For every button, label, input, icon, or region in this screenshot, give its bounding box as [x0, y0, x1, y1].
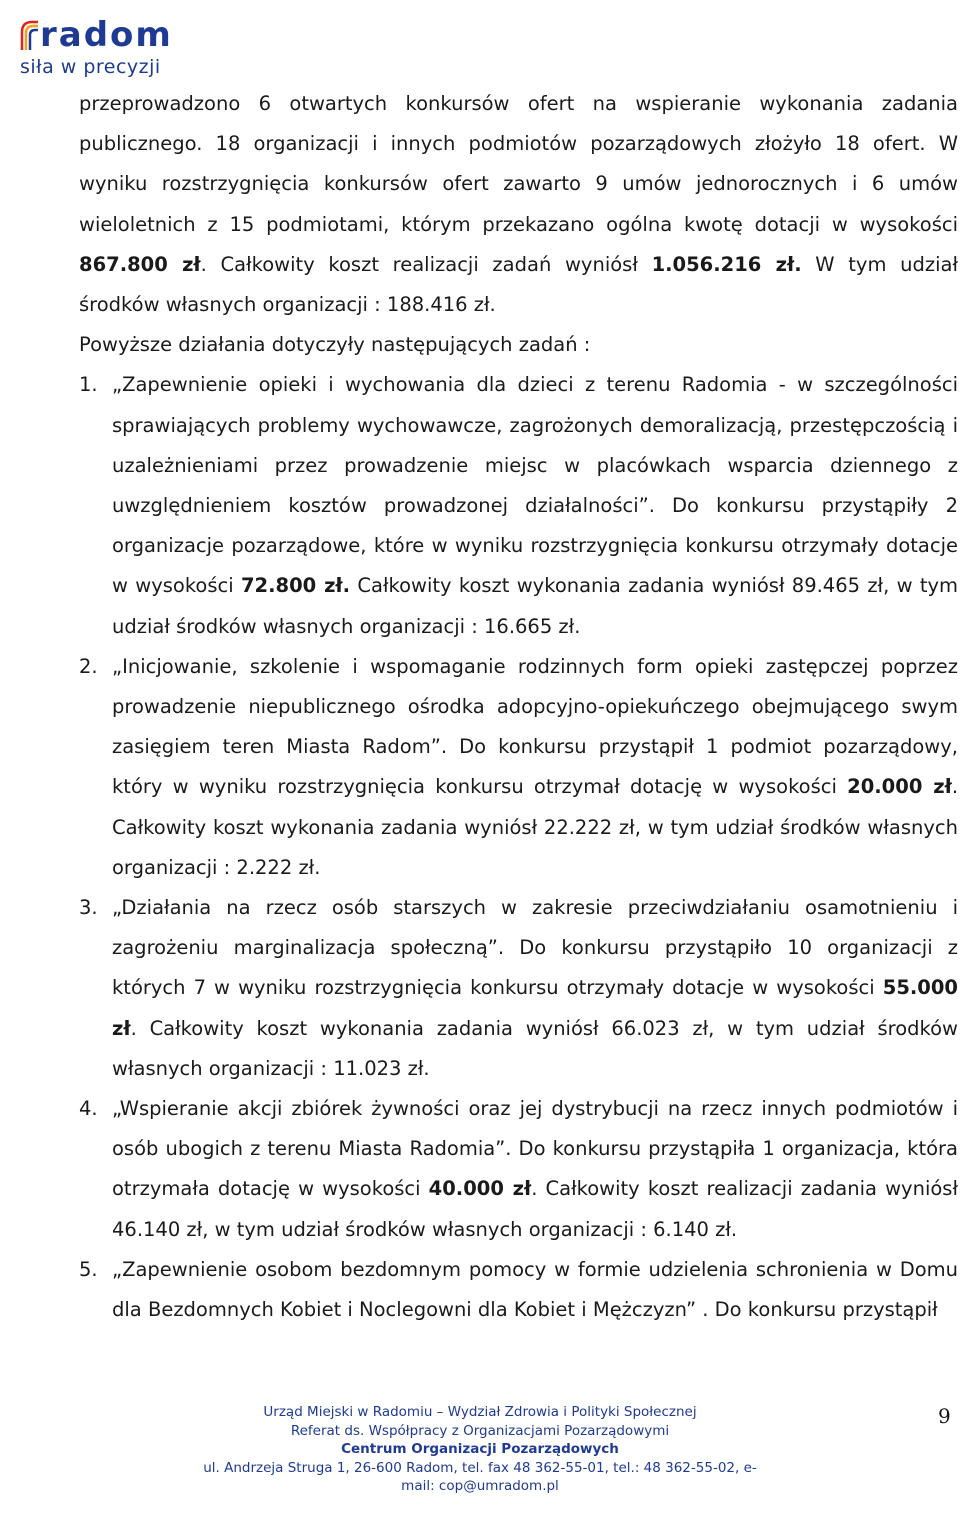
item-amount: 72.800 zł.: [240, 574, 351, 598]
document-body: [79, 84, 958, 1330]
intro-amount-1: 867.800 zł: [79, 252, 201, 276]
item-text: [112, 1089, 958, 1250]
item-post: . Całkowity koszt realizacji zadania wyniósł 46.140 zł, w tym udział środków własnych organizacji : 6.140 zł.: [112, 1177, 958, 1241]
list-item: [79, 1250, 958, 1330]
item-text: [112, 365, 958, 646]
item-post: . Całkowity koszt wykonania zadania wyniósł 66.023 zł, w tym udział środków własnych organizacji : 11.023 zł.: [112, 1016, 958, 1080]
item-number: 1.: [79, 373, 98, 397]
logo-word: radom: [40, 15, 173, 55]
item-pre: „Inicjowanie, szkolenie i wspomaganie rodzinnych form opieki zastępczej poprzez prowadzenie niepublicznego ośrodka adopcyjno-opiekuńczego obejmującego swym zasięgiem teren Miasta Radom”. Do konkursu przystąpił 1 podmiot pozarządowy, który w wyniku rozstrzygnięcia konkursu otrzymał dotację w wysokości: [112, 654, 958, 799]
intro-text-3: W tym udział środków własnych organizacji : 188.416 zł.: [79, 252, 958, 317]
footer-line-4: ul. Andrzeja Struga 1, 26-600 Radom, tel. fax 48 362-55-01, tel.: 48 362-55-02, e-mail: cop@umradom.pl: [203, 1459, 757, 1494]
item-pre: „Wspieranie akcji zbiórek żywności oraz jej dystrybucji na rzecz innych podmiotów i osób ubogich z terenu Miasta Radomia”. Do konkursu przystąpiła 1 organizacja, która otrzymała dotację w wysokości: [112, 1097, 958, 1201]
item-number: 4.: [79, 1097, 98, 1121]
list-item: [79, 647, 958, 888]
footer-line-3: Centrum Organizacji Pozarządowych: [341, 1441, 619, 1457]
item-pre: „Zapewnienie osobom bezdomnym pomocy w formie udzielenia schronienia w Domu dla Bezdomnych Kobiet i Noclegowni dla Kobiet i Mężczyzn” . Do konkursu przystąpił: [112, 1257, 958, 1322]
footer-line-1: Urząd Miejski w Radomiu – Wydział Zdrowia i Polityki Społecznej: [263, 1404, 697, 1420]
logo-tagline: siła w precyzji: [20, 56, 161, 78]
page-footer: [200, 1403, 760, 1496]
item-number: 5.: [79, 1257, 98, 1281]
list-item: [79, 1089, 958, 1250]
item-number: 2.: [79, 654, 98, 678]
item-pre: „Zapewnienie opieki i wychowania dla dzieci z terenu Radomia - w szczególności sprawiających problemy wychowawcze, zagrożonych demoralizacją, przestępczością i uzależnieniami przez prowadzenie miejsc w placówkach wsparcia dziennego z uwzględnieniem kosztów prowadzonej działalności”. Do konkursu przystąpiły 2 organizacje pozarządowe, które w wyniku rozstrzygnięcia konkursu otrzymały dotacje w wysokości: [112, 373, 958, 598]
item-text: [112, 1250, 958, 1330]
intro-paragraph: [79, 84, 958, 325]
radom-logo: [20, 15, 220, 80]
list-item: [79, 888, 958, 1089]
item-amount: 55.000 zł: [112, 976, 958, 1040]
item-text: [112, 888, 958, 1089]
item-number: 3.: [79, 896, 98, 920]
list-item: [79, 365, 958, 646]
intro-text-2: . Całkowity koszt realizacji zadań wyniósł: [200, 252, 652, 276]
page-number: 9: [938, 1404, 951, 1428]
item-amount: 20.000 zł: [847, 775, 952, 799]
logo-stripes-icon: [20, 20, 38, 50]
item-text: [112, 647, 958, 888]
summary-line: Powyższe działania dotyczyły następujących zadań :: [79, 333, 591, 357]
intro-amount-2: 1.056.216 zł.: [651, 252, 802, 276]
item-amount: 40.000 zł: [428, 1177, 532, 1201]
footer-line-2: Referat ds. Współpracy z Organizacjami Pozarządowymi: [290, 1422, 670, 1439]
intro-text-1: przeprowadzono 6 otwartych konkursów ofert na wspieranie wykonania zadania publicznego. 18 organizacji i innych podmiotów pozarządowych złożyło 18 ofert. W wyniku rozstrzygnięcia konkursów ofert zawarto 9 umów jednorocznych i 6 umów wieloletnich z 15 podmiotami, którym przekazano ogólna kwotę dotacji w wysokości: [79, 92, 958, 236]
item-post: Całkowity koszt wykonania zadania wyniósł 89.465 zł, w tym udział środków własnych organizacji : 16.665 zł.: [112, 574, 959, 638]
item-pre: „Działania na rzecz osób starszych w zakresie przeciwdziałaniu osamotnieniu i zagrożeniu marginalizacja społeczną”. Do konkursu przystąpiło 10 organizacji z których 7 w wyniku rozstrzygnięcia konkursu otrzymały dotacje w wysokości: [112, 896, 958, 1000]
item-post: . Całkowity koszt wykonania zadania wyniósł 22.222 zł, w tym udział środków własnych organizacji : 2.222 zł.: [112, 775, 959, 879]
